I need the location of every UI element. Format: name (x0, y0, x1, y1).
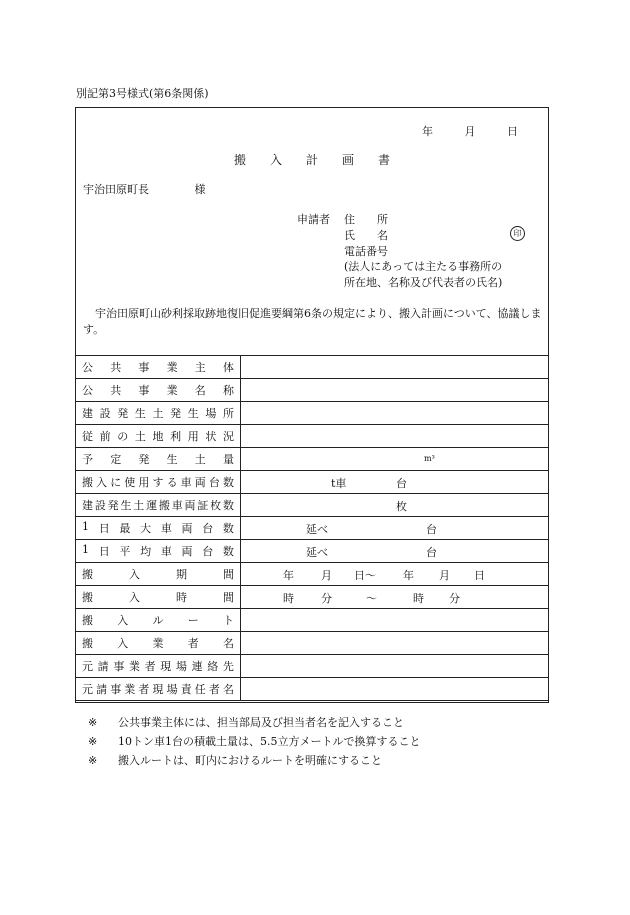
row-value-field[interactable] (241, 655, 549, 678)
row-value-field[interactable] (241, 563, 549, 586)
unit-sheets: 枚 (396, 500, 407, 513)
applicant-note-line1: (法人にあっては主たる事務所の (344, 260, 503, 273)
row-label (76, 356, 241, 379)
row-label (76, 379, 241, 402)
row-label-text: 1 日 平 均 車 両 台 数 (82, 543, 234, 558)
table-row (76, 586, 549, 609)
applicant-phone-label: 電話番号 (344, 245, 388, 258)
row-label-text: 建 設 発 生 土 運 搬 車 両 証 枚 数 (82, 499, 234, 512)
row-value-field[interactable] (241, 517, 549, 540)
row-label (76, 563, 241, 586)
applicant-name-label: 氏 名 (344, 229, 388, 242)
row-label (76, 540, 241, 563)
row-value-field[interactable] (241, 425, 549, 448)
period-year: 年 (283, 569, 294, 582)
row-value-field[interactable] (241, 356, 549, 379)
row-label (76, 402, 241, 425)
table-row (76, 379, 549, 402)
note-text: 搬入ルートは、町内におけるルートを明確にすること (118, 754, 382, 767)
row-value-field[interactable] (241, 586, 549, 609)
row-label-text: 搬 入 期 間 (82, 568, 234, 581)
row-label (76, 448, 241, 471)
table-row (76, 655, 549, 678)
row-label-text: 搬 入 業 者 名 (82, 637, 234, 650)
seal-mark: 印 (510, 226, 525, 241)
row-label (76, 586, 241, 609)
date-year: 年 (422, 125, 433, 138)
table-row (76, 471, 549, 494)
note-item (88, 751, 421, 770)
note-item (88, 732, 421, 751)
row-label (76, 494, 241, 517)
row-value-field[interactable] (241, 402, 549, 425)
application-sheet (75, 107, 549, 703)
period-month: 月 (321, 569, 332, 582)
table-row (76, 448, 549, 471)
row-label-text: 元 請 事 業 者 現 場 連 絡 先 (82, 660, 234, 673)
unit-vehicles: 台 (426, 546, 437, 559)
row-value-field[interactable] (241, 632, 549, 655)
row-value-field[interactable] (241, 494, 549, 517)
unit-ton-truck: t車 (331, 477, 347, 490)
addressee-honorific: 様 (194, 183, 206, 196)
row-label-text: 搬 入 時 間 (82, 591, 234, 604)
row-label-text: 搬 入 に 使 用 す る 車 両 台 数 (82, 476, 234, 489)
note-text: 10トン車1台の積載土量は、5.5立方メートルで換算すること (118, 735, 421, 748)
date-day: 日 (507, 125, 518, 138)
time-minute: 分 (449, 592, 460, 605)
table-row (76, 517, 549, 540)
unit-total: 延べ (306, 523, 328, 536)
table-row (76, 425, 549, 448)
row-label (76, 678, 241, 701)
time-hour: 時 (283, 592, 294, 605)
table-row (76, 563, 549, 586)
row-label-text: 公 共 事 業 名 称 (82, 384, 234, 397)
row-label-text: 予 定 発 生 土 量 (82, 453, 234, 466)
row-label (76, 632, 241, 655)
row-label-text: 1 日 最 大 車 両 台 数 (82, 520, 234, 535)
plan-table (75, 355, 549, 701)
applicant-label: 申請者 (297, 213, 330, 226)
table-row (76, 402, 549, 425)
period-month: 月 (439, 569, 450, 582)
row-value-field[interactable] (241, 609, 549, 632)
time-minute: 分 (321, 592, 332, 605)
applicant-note-line2: 所在地、名称及び代表者の氏名) (344, 276, 503, 289)
row-label-text: 搬 入 ル ー ト (82, 614, 234, 627)
row-label (76, 517, 241, 540)
table-row (76, 494, 549, 517)
unit-cubic-meter: m³ (424, 454, 435, 463)
applicant-address-label: 住 所 (344, 213, 388, 226)
table-row (76, 356, 549, 379)
date-row (422, 123, 518, 139)
note-mark: ※ (88, 754, 98, 767)
row-value-field[interactable] (241, 448, 549, 471)
addressee-name: 宇治田原町長 (83, 183, 149, 196)
table-row (76, 540, 549, 563)
period-day: 日 (474, 569, 485, 582)
row-label (76, 425, 241, 448)
row-label-text: 建 設 発 生 土 発 生 場 所 (82, 407, 234, 420)
row-label (76, 609, 241, 632)
date-month: 月 (464, 125, 476, 138)
table-row (76, 678, 549, 701)
row-label (76, 655, 241, 678)
note-item (88, 713, 421, 732)
row-label (76, 471, 241, 494)
note-mark: ※ (88, 735, 98, 748)
document-title: 搬入計画書 (233, 153, 414, 167)
note-mark: ※ (88, 716, 98, 729)
period-day: 日～ (354, 569, 376, 582)
row-value-field[interactable] (241, 379, 549, 402)
unit-vehicles: 台 (396, 477, 407, 490)
row-label-text: 従 前 の 土 地 利 用 状 況 (82, 430, 234, 443)
table-row (76, 632, 549, 655)
notes (88, 713, 421, 770)
row-value-field[interactable] (241, 678, 549, 701)
form-label: 別記第3号様式(第6条関係) (76, 87, 209, 100)
table-row (76, 609, 549, 632)
time-hour: 時 (413, 592, 424, 605)
row-label-text: 元 請 事 業 者 現 場 責 任 者 名 (82, 683, 234, 696)
row-value-field[interactable] (241, 471, 549, 494)
addressee (83, 181, 206, 197)
note-text: 公共事業主体には、担当部局及び担当者名を記入すること (118, 716, 404, 729)
body-text: 宇治田原町山砂利採取跡地復旧促進要綱第6条の規定により、搬入計画について、協議します。 (83, 307, 542, 336)
time-range-separator: ～ (366, 592, 377, 605)
unit-total: 延べ (306, 546, 328, 559)
unit-vehicles: 台 (426, 523, 437, 536)
row-value-field[interactable] (241, 540, 549, 563)
row-label-text: 公 共 事 業 主 体 (82, 361, 234, 374)
period-year: 年 (403, 569, 414, 582)
